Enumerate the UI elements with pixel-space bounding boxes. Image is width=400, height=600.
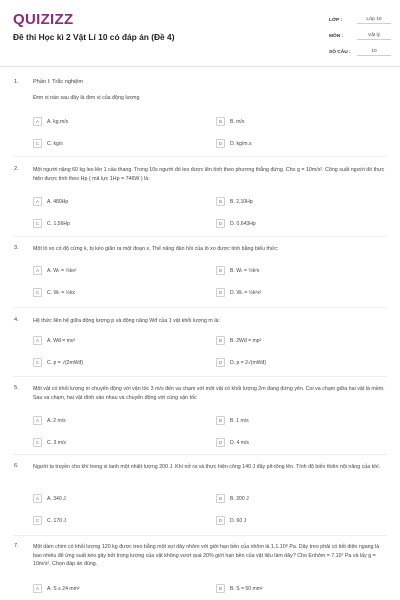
meta-value: Vật lý (357, 33, 391, 40)
option-a[interactable] (33, 415, 66, 426)
option-a[interactable] (33, 335, 75, 346)
meta-value: 10 (357, 49, 391, 56)
question-text: Người ta truyền cho khí trong xi lanh một nhiệt lượng 200 J. Khí nở ra và thực hiện công 140 J đẩy pít-tông lên. Tính độ biến thiên nội năng của khí. (33, 464, 381, 470)
option-key-box: B (216, 117, 225, 126)
divider (13, 156, 387, 157)
option-key-box: C (33, 139, 42, 148)
option-key-box: A (33, 584, 42, 593)
option-c[interactable] (33, 515, 66, 526)
option-label: A. S ≥ 24 mm² (47, 585, 80, 592)
option-a[interactable] (33, 493, 66, 504)
option-label: C. kg/s (47, 140, 63, 147)
meta-row-class (329, 12, 391, 28)
meta-row-count (329, 44, 391, 60)
option-key-box: B (216, 584, 225, 593)
question-text: Một lò xo có độ cứng k, bị kéo giãn ra một đoạn x. Thế năng đàn hồi của lò xo được tính bằng biểu thức: (33, 246, 279, 252)
option-label: D. Wₜ = ½k²x² (230, 289, 262, 296)
divider (13, 236, 387, 237)
option-key-box: C (33, 438, 42, 447)
option-d[interactable] (216, 437, 249, 448)
option-label: C. Wₜ = ½kx (47, 289, 75, 296)
option-label: A. kg.m/s (47, 118, 69, 125)
option-label: C. 170 J (47, 517, 66, 524)
option-key-box: D (216, 358, 225, 367)
option-a[interactable] (33, 583, 80, 594)
question-text: Đơn vị nào sau đây là đơn vị của động lượng (33, 95, 140, 101)
option-b[interactable] (216, 335, 261, 346)
option-b[interactable] (216, 415, 249, 426)
option-label: A. Wₜ = ½kx² (47, 267, 77, 274)
option-label: B. m/s (230, 118, 245, 125)
option-label: A. 340 J (47, 495, 66, 502)
option-label: C. p = √(2mWđ) (47, 359, 84, 366)
option-key-box: D (216, 288, 225, 297)
option-a[interactable] (33, 116, 68, 127)
question-number: 5. (14, 385, 19, 391)
option-key-box: C (33, 288, 42, 297)
option-key-box: A (33, 416, 42, 425)
option-label: B. Wₜ = ½k²x (230, 267, 260, 274)
option-label: B. 200 J (230, 495, 249, 502)
header (0, 0, 400, 67)
question-number: 1. (14, 79, 19, 85)
option-label: A. 480Hp (47, 198, 69, 205)
option-c[interactable] (33, 138, 63, 149)
option-key-box: B (216, 494, 225, 503)
option-b[interactable] (216, 265, 259, 276)
option-label: D. 0,643Hp (230, 220, 256, 227)
option-c[interactable] (33, 218, 70, 229)
option-key-box: D (216, 516, 225, 525)
option-b[interactable] (216, 493, 249, 504)
option-b[interactable] (216, 583, 263, 594)
option-label: B. 1 m/s (230, 417, 249, 424)
option-key-box: B (216, 266, 225, 275)
meta-label: SỐ CÂU : (329, 49, 351, 55)
option-key-box: A (33, 117, 42, 126)
option-key-box: C (33, 516, 42, 525)
divider (13, 376, 387, 377)
option-key-box: A (33, 266, 42, 275)
option-label: D. 4 m/s (230, 439, 249, 446)
option-key-box: D (216, 438, 225, 447)
option-key-box: B (216, 416, 225, 425)
meta-row-subject (329, 28, 391, 44)
question-number: 6. (14, 463, 19, 469)
option-d[interactable] (216, 287, 261, 298)
meta-panel (329, 12, 391, 60)
option-label: D. 60 J (230, 517, 247, 524)
option-d[interactable] (216, 218, 256, 229)
question-number: 7. (14, 543, 19, 549)
option-a[interactable] (33, 265, 76, 276)
divider (13, 535, 387, 536)
option-key-box: D (216, 139, 225, 148)
option-label: D. p = 2√(mWđ) (230, 359, 267, 366)
option-key-box: A (33, 494, 42, 503)
question-number: 3. (14, 245, 19, 251)
meta-label: MÔN : (329, 33, 344, 39)
section-title: Phần I: Trắc nghiệm (33, 79, 84, 85)
option-label: A. Wđ = mv² (47, 337, 76, 344)
option-b[interactable] (216, 116, 244, 127)
option-b[interactable] (216, 196, 253, 207)
option-label: B. 2Wđ = mp² (230, 337, 262, 344)
question-text: Hệ thức liên hệ giữa động lượng p và động năng Wđ của 1 vật khối lượng m là: (33, 318, 220, 324)
document-title: Đề thi Học kì 2 Vật Lí 10 có đáp án (Đề 4) (13, 32, 175, 42)
option-d[interactable] (216, 357, 266, 368)
option-label: B. 2,10Hp (230, 198, 253, 205)
option-c[interactable] (33, 287, 75, 298)
option-a[interactable] (33, 196, 68, 207)
meta-label: LỚP : (329, 17, 343, 23)
question-number: 4. (14, 317, 19, 323)
option-d[interactable] (216, 515, 246, 526)
option-label: C. 1,56Hp (47, 220, 70, 227)
option-c[interactable] (33, 437, 66, 448)
option-label: A. 2 m/s (47, 417, 66, 424)
option-key-box: C (33, 219, 42, 228)
question-text: Một dầm chìm có khối lượng 120 kg được treo bằng một sợi dây nhôm với giới hạn bền của nhôm là 1,1.10⁸ Pa. Dây treo phải có tiết diện ngang là bao nhiêu để ứng suất kéo gây bởi trọng lượng của vật không vượt quá 20% giới hạn bền của vật liệu làm dây? Cho Enhôm = 7.10⁷ Pa và lấy g = 10m/s². Chọn đáp án đúng. (33, 544, 380, 568)
divider (13, 307, 387, 308)
option-d[interactable] (216, 138, 252, 149)
option-label: B. S = 50 mm² (230, 585, 263, 592)
option-key-box: A (33, 336, 42, 345)
option-label: C. 3 m/s (47, 439, 66, 446)
option-label: D. kg/m.s (230, 140, 252, 147)
question-text: Một người nặng 60 kg leo lên 1 cầu thang. Trong 10s người đó leo được lên tính theo phương thẳng đứng. Cho g = 10m/s². Công suất người đó thực hiện được tính theo Hp ( mã lực 1Hp = 746W ) là: (33, 167, 385, 182)
meta-value: Lớp 10 (357, 17, 391, 24)
option-c[interactable] (33, 357, 83, 368)
quizizz-logo[interactable]: QUIZIZZ (13, 11, 74, 28)
option-key-box: B (216, 197, 225, 206)
option-key-box: B (216, 336, 225, 345)
option-key-box: A (33, 197, 42, 206)
question-number: 2. (14, 166, 19, 172)
option-key-box: D (216, 219, 225, 228)
option-key-box: C (33, 358, 42, 367)
divider (13, 454, 387, 455)
question-text: Một vật có khối lượng m chuyển động với vận tốc 3 m/s đến va chạm với một vật có khối lượng 2m đang đứng yên. Coi va chạm giữa hai vật là mềm. Sau va chạm, hai vật dính vào nhau và chuyển động với cùng vận tốc (33, 386, 385, 401)
